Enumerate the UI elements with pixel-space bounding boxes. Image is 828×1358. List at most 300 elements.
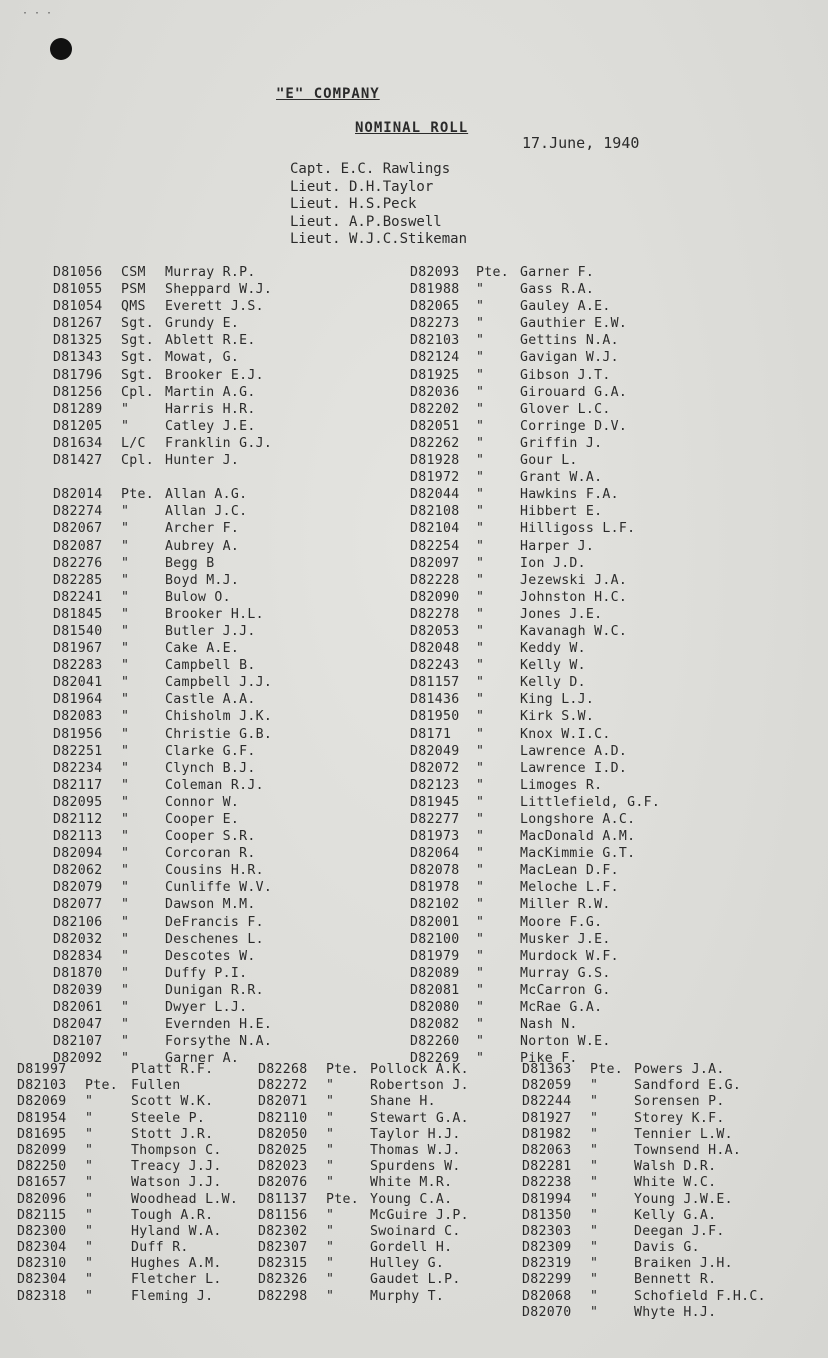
roster-entry	[410, 606, 660, 623]
service-number: D82262	[410, 435, 460, 451]
roster-entry	[53, 657, 272, 674]
right-roster-column	[410, 264, 660, 1067]
soldier-name: MacKimmie G.T.	[520, 846, 636, 862]
service-number: D82061	[53, 1000, 103, 1016]
rank: "	[121, 812, 130, 827]
soldier-name: Bulow O.	[165, 589, 231, 605]
roster-entry	[53, 572, 272, 589]
soldier-name: Coleman R.J.	[165, 777, 264, 793]
soldier-name: Archer F.	[165, 521, 240, 537]
roster-entry	[17, 1143, 238, 1159]
roster-entry	[53, 606, 272, 623]
soldier-name: Murray G.S.	[520, 965, 611, 981]
rank: "	[476, 606, 485, 622]
soldier-name: Lawrence A.D.	[520, 743, 628, 759]
rank: "	[590, 1191, 599, 1207]
rank: "	[326, 1207, 335, 1223]
rank: "	[121, 641, 130, 657]
rank: "	[476, 760, 485, 776]
rank: "	[476, 350, 485, 366]
service-number: D81056	[53, 265, 103, 280]
roster-entry	[17, 1159, 238, 1175]
soldier-name: Chisholm J.K.	[165, 709, 273, 725]
rank: Pte.	[85, 1078, 118, 1094]
soldier-name: Stewart G.A.	[370, 1110, 469, 1126]
rank: "	[476, 333, 485, 349]
soldier-name: Fullen	[131, 1078, 181, 1094]
rank: "	[121, 1000, 130, 1016]
service-number: D82234	[53, 760, 103, 776]
soldier-name: Cunliffe W.V.	[165, 880, 273, 896]
service-number: D82315	[258, 1256, 308, 1272]
roster-entry	[53, 486, 272, 503]
roster-entry	[53, 674, 272, 691]
soldier-name: Jezewski J.A.	[520, 572, 628, 588]
soldier-name: Griffin J.	[520, 435, 603, 451]
soldier-name: Duff R.	[131, 1240, 189, 1256]
rank: "	[476, 299, 485, 315]
service-number: D82269	[410, 1051, 460, 1067]
roster-entry	[17, 1272, 238, 1288]
soldier-name: Gettins N.A.	[520, 333, 619, 349]
roll-date: 17.June, 1940	[522, 134, 640, 152]
soldier-name: Tough A.R.	[131, 1207, 214, 1223]
service-number: D81205	[53, 418, 103, 434]
service-number: D82001	[410, 914, 460, 930]
soldier-name: Begg B	[165, 555, 215, 571]
rank: "	[476, 897, 485, 913]
rank: "	[326, 1142, 335, 1158]
scan-specks: ···	[22, 8, 59, 19]
roster-entry	[53, 965, 272, 982]
service-number: D82254	[410, 538, 460, 554]
soldier-name: Swoinard C.	[370, 1223, 461, 1239]
soldier-name: Schofield F.H.C.	[634, 1288, 766, 1304]
roster-entry	[410, 486, 660, 503]
roster-entry	[53, 760, 272, 777]
soldier-name: Garner F.	[520, 265, 595, 280]
rank: "	[121, 692, 130, 708]
soldier-name: Pollock A.K.	[370, 1062, 469, 1077]
soldier-name: Kelly D.	[520, 675, 586, 691]
roster-entry	[53, 589, 272, 606]
service-number: D81343	[53, 350, 103, 366]
rank: Pte.	[590, 1062, 623, 1077]
soldier-name: Castle A.A.	[165, 692, 256, 708]
roster-entry	[53, 520, 272, 537]
soldier-name: Deschenes L.	[165, 931, 264, 947]
service-number: D82273	[410, 316, 460, 332]
roster-entry	[17, 1240, 238, 1256]
roster-entry	[410, 811, 660, 828]
rank: "	[590, 1078, 599, 1094]
roster-entry	[53, 914, 272, 931]
rank: Sgt.	[121, 333, 154, 349]
service-number: D81988	[410, 282, 460, 298]
rank: Cpl.	[121, 384, 154, 400]
soldier-name: Franklin G.J.	[165, 435, 273, 451]
service-number: D82117	[53, 777, 103, 793]
roster-entry	[522, 1192, 766, 1208]
service-number: D82268	[258, 1062, 308, 1077]
soldier-name: Hilligoss L.F.	[520, 521, 636, 537]
service-number: D81967	[53, 641, 103, 657]
service-number: D82069	[17, 1094, 67, 1110]
service-number: D82067	[53, 521, 103, 537]
rank: "	[476, 367, 485, 383]
roster-entry	[522, 1094, 766, 1110]
roster-entry	[17, 1094, 238, 1110]
service-number: D82099	[17, 1142, 67, 1158]
soldier-name: Mowat, G.	[165, 350, 240, 366]
soldier-name: Cousins H.R.	[165, 863, 264, 879]
roster-entry	[410, 777, 660, 794]
soldier-name: Kelly G.A.	[634, 1207, 717, 1223]
soldier-name: Shane H.	[370, 1094, 436, 1110]
soldier-name: Taylor H.J.	[370, 1126, 461, 1142]
rank: "	[121, 418, 130, 434]
roster-entry	[410, 555, 660, 572]
rank: "	[476, 521, 485, 537]
soldier-name: Tennier L.W.	[634, 1126, 733, 1142]
service-number: D82274	[53, 504, 103, 520]
roster-entry	[258, 1094, 469, 1110]
roster-entry	[410, 708, 660, 725]
service-number: D81925	[410, 367, 460, 383]
soldier-name: Murphy T.	[370, 1288, 445, 1304]
service-number: D82050	[258, 1126, 308, 1142]
roster-entry	[522, 1289, 766, 1305]
rank: "	[85, 1175, 94, 1191]
soldier-name: MacDonald A.M.	[520, 829, 636, 845]
roster-entry	[53, 452, 272, 469]
soldier-name: Davis G.	[634, 1240, 700, 1256]
roster-entry	[522, 1208, 766, 1224]
service-number: D81054	[53, 299, 103, 315]
roster-entry	[410, 418, 660, 435]
service-number: D8171	[410, 726, 452, 742]
rank: "	[326, 1126, 335, 1142]
service-number: D81540	[53, 623, 103, 639]
rank: "	[326, 1094, 335, 1110]
soldier-name: Lawrence I.D.	[520, 760, 628, 776]
roster-entry	[53, 640, 272, 657]
rank: "	[121, 538, 130, 554]
service-number: D81954	[17, 1110, 67, 1126]
roster-entry	[53, 315, 272, 332]
rank: "	[590, 1223, 599, 1239]
soldier-name: Grant W.A.	[520, 470, 603, 486]
rank: Sgt.	[121, 350, 154, 366]
soldier-name: Gour L.	[520, 453, 578, 469]
service-number: D82059	[522, 1078, 572, 1094]
rank: "	[121, 846, 130, 862]
service-number: D81928	[410, 453, 460, 469]
rank: "	[476, 794, 485, 810]
roster-entry	[410, 520, 660, 537]
rank: "	[476, 743, 485, 759]
service-number: D82303	[522, 1223, 572, 1239]
soldier-name: Knox W.I.C.	[520, 726, 611, 742]
rank: "	[476, 623, 485, 639]
rank: "	[476, 555, 485, 571]
service-number: D81289	[53, 401, 103, 417]
roster-entry	[17, 1289, 238, 1305]
soldier-name: Everett J.S.	[165, 299, 264, 315]
service-number: D82079	[53, 880, 103, 896]
service-number: D82036	[410, 384, 460, 400]
soldier-name: Hulley G.	[370, 1256, 445, 1272]
roster-entry	[258, 1078, 469, 1094]
service-number: D82025	[258, 1142, 308, 1158]
soldier-name: Hawkins F.A.	[520, 487, 619, 503]
rank: "	[121, 982, 130, 998]
roster-entry	[410, 674, 660, 691]
service-number: D82047	[53, 1017, 103, 1033]
roster-entry	[410, 914, 660, 931]
rank: "	[476, 401, 485, 417]
soldier-name: Aubrey A.	[165, 538, 240, 554]
rank: Pte.	[326, 1191, 359, 1207]
soldier-name: Hughes A.M.	[131, 1256, 222, 1272]
rank: "	[326, 1110, 335, 1126]
officer-line: Capt. E.C. Rawlings	[290, 161, 451, 177]
rank: "	[326, 1223, 335, 1239]
roster-entry	[410, 452, 660, 469]
soldier-name: Cake A.E.	[165, 641, 240, 657]
soldier-name: Descotes W.	[165, 948, 256, 964]
rank: "	[476, 384, 485, 400]
rank: "	[85, 1191, 94, 1207]
soldier-name: DeFrancis F.	[165, 914, 264, 930]
service-number: D81870	[53, 965, 103, 981]
roster-entry	[17, 1127, 238, 1143]
service-number: D82298	[258, 1288, 308, 1304]
soldier-name: Littlefield, G.F.	[520, 794, 661, 810]
service-number: D82285	[53, 572, 103, 588]
roster-entry	[410, 1016, 660, 1033]
rank: L/C	[121, 435, 146, 451]
officer-line: Lieut. W.J.C.Stikeman	[290, 231, 468, 247]
rank: "	[121, 1034, 130, 1050]
soldier-name: King L.J.	[520, 692, 595, 708]
service-number: D81979	[410, 948, 460, 964]
rank: QMS	[121, 299, 146, 315]
rank: "	[121, 589, 130, 605]
soldier-name: Deegan J.F.	[634, 1223, 725, 1239]
soldier-name: Gaudet L.P.	[370, 1272, 461, 1288]
roster-entry	[410, 794, 660, 811]
rank: Pte.	[121, 487, 154, 503]
soldier-name: Thompson C.	[131, 1142, 222, 1158]
service-number: D82102	[410, 897, 460, 913]
service-number: D81436	[410, 692, 460, 708]
service-number: D82251	[53, 743, 103, 759]
rank: "	[85, 1159, 94, 1175]
rank: "	[476, 726, 485, 742]
service-number: D82083	[53, 709, 103, 725]
service-number: D82299	[522, 1272, 572, 1288]
roster-entry	[53, 862, 272, 879]
soldier-name: Clarke G.F.	[165, 743, 256, 759]
soldier-name: Kirk S.W.	[520, 709, 595, 725]
roster-entry	[410, 691, 660, 708]
service-number: D82272	[258, 1078, 308, 1094]
roster-entry	[53, 332, 272, 349]
roster-entry	[258, 1208, 469, 1224]
rank: "	[121, 504, 130, 520]
roster-entry	[53, 281, 272, 298]
soldier-name: Meloche L.F.	[520, 880, 619, 896]
rank: "	[121, 914, 130, 930]
roster-entry	[53, 845, 272, 862]
service-number: D81978	[410, 880, 460, 896]
service-number: D82064	[410, 846, 460, 862]
roster-entry	[53, 401, 272, 418]
officer-line: Lieut. H.S.Peck	[290, 196, 417, 212]
roster-entry	[410, 743, 660, 760]
rank: "	[121, 675, 130, 691]
service-number: D82276	[53, 555, 103, 571]
service-number: D82307	[258, 1240, 308, 1256]
rank: "	[85, 1288, 94, 1304]
roster-entry	[53, 1016, 272, 1033]
rank: "	[590, 1272, 599, 1288]
roster-entry	[522, 1240, 766, 1256]
rank: "	[476, 418, 485, 434]
rank: "	[476, 777, 485, 793]
roster-entry	[258, 1192, 469, 1208]
service-number: D82260	[410, 1034, 460, 1050]
service-number: D81055	[53, 282, 103, 298]
rank: "	[326, 1256, 335, 1272]
service-number: D81982	[522, 1126, 572, 1142]
roster-entry	[410, 982, 660, 999]
rank: "	[476, 829, 485, 845]
rank: "	[590, 1159, 599, 1175]
roster-entry	[53, 691, 272, 708]
service-number: D82283	[53, 658, 103, 674]
roster-entry	[17, 1062, 238, 1078]
service-number: D82051	[410, 418, 460, 434]
roster-entry	[53, 469, 272, 486]
roster-entry	[258, 1240, 469, 1256]
soldier-name: Sorensen P.	[634, 1094, 725, 1110]
rank: "	[476, 282, 485, 298]
soldier-name: Evernden H.E.	[165, 1017, 273, 1033]
rank: "	[476, 316, 485, 332]
service-number: D82241	[53, 589, 103, 605]
service-number: D82097	[410, 555, 460, 571]
soldier-name: Cooper E.	[165, 812, 240, 827]
roster-entry	[17, 1192, 238, 1208]
service-number: D82107	[53, 1034, 103, 1050]
roster-entry	[53, 349, 272, 366]
company-title: "E" COMPANY	[276, 86, 380, 102]
service-number: D82048	[410, 641, 460, 657]
soldier-name: Gauthier E.W.	[520, 316, 628, 332]
service-number: D82032	[53, 931, 103, 947]
service-number: D81157	[410, 675, 460, 691]
roster-entry	[522, 1078, 766, 1094]
service-number: D82076	[258, 1175, 308, 1191]
service-number: D81956	[53, 726, 103, 742]
service-number: D81994	[522, 1191, 572, 1207]
rank: "	[85, 1272, 94, 1288]
rank: "	[476, 965, 485, 981]
soldier-name: Murdock W.F.	[520, 948, 619, 964]
service-number: D81973	[410, 829, 460, 845]
rank: "	[121, 829, 130, 845]
service-number: D81156	[258, 1207, 308, 1223]
rank: CSM	[121, 265, 146, 280]
rank: "	[476, 641, 485, 657]
soldier-name: Young C.A.	[370, 1191, 453, 1207]
roster-entry	[53, 623, 272, 640]
roster-entry	[410, 281, 660, 298]
soldier-name: Martin A.G.	[165, 384, 256, 400]
rank: "	[326, 1159, 335, 1175]
soldier-name: Norton W.E.	[520, 1034, 611, 1050]
service-number: D82089	[410, 965, 460, 981]
rank: Pte.	[476, 265, 509, 280]
service-number: D82044	[410, 487, 460, 503]
soldier-name: Christie G.B.	[165, 726, 273, 742]
service-number: D82093	[410, 265, 460, 280]
soldier-name: Murray R.P.	[165, 265, 256, 280]
rank: "	[476, 538, 485, 554]
roster-entry	[522, 1127, 766, 1143]
rank: "	[121, 709, 130, 725]
service-number: D82250	[17, 1159, 67, 1175]
roster-entry	[258, 1256, 469, 1272]
soldier-name: Stott J.R.	[131, 1126, 214, 1142]
service-number: D81964	[53, 692, 103, 708]
rank: "	[590, 1256, 599, 1272]
rank: "	[476, 709, 485, 725]
rank: "	[476, 675, 485, 691]
rank: "	[326, 1288, 335, 1304]
service-number: D82309	[522, 1240, 572, 1256]
rank: "	[590, 1304, 599, 1320]
roster-entry	[53, 264, 272, 281]
rank: "	[121, 572, 130, 588]
service-number: D82081	[410, 982, 460, 998]
soldier-name: McCarron G.	[520, 982, 611, 998]
rank: "	[85, 1240, 94, 1256]
rank: "	[121, 880, 130, 896]
service-number: D82095	[53, 794, 103, 810]
roster-entry	[410, 931, 660, 948]
rank: "	[326, 1240, 335, 1256]
soldier-name: Connor W.	[165, 794, 240, 810]
service-number: D82070	[522, 1304, 572, 1320]
service-number: D82124	[410, 350, 460, 366]
roster-entry	[53, 435, 272, 452]
rank: "	[121, 521, 130, 537]
rank: "	[121, 777, 130, 793]
soldier-name: McGuire J.P.	[370, 1207, 469, 1223]
soldier-name: Limoges R.	[520, 777, 603, 793]
service-number: D82244	[522, 1094, 572, 1110]
rank: "	[121, 948, 130, 964]
soldier-name: Sheppard W.J.	[165, 282, 273, 298]
service-number: D81634	[53, 435, 103, 451]
roster-entry	[522, 1111, 766, 1127]
service-number: D82077	[53, 897, 103, 913]
service-number: D82049	[410, 743, 460, 759]
service-number: D82834	[53, 948, 103, 964]
